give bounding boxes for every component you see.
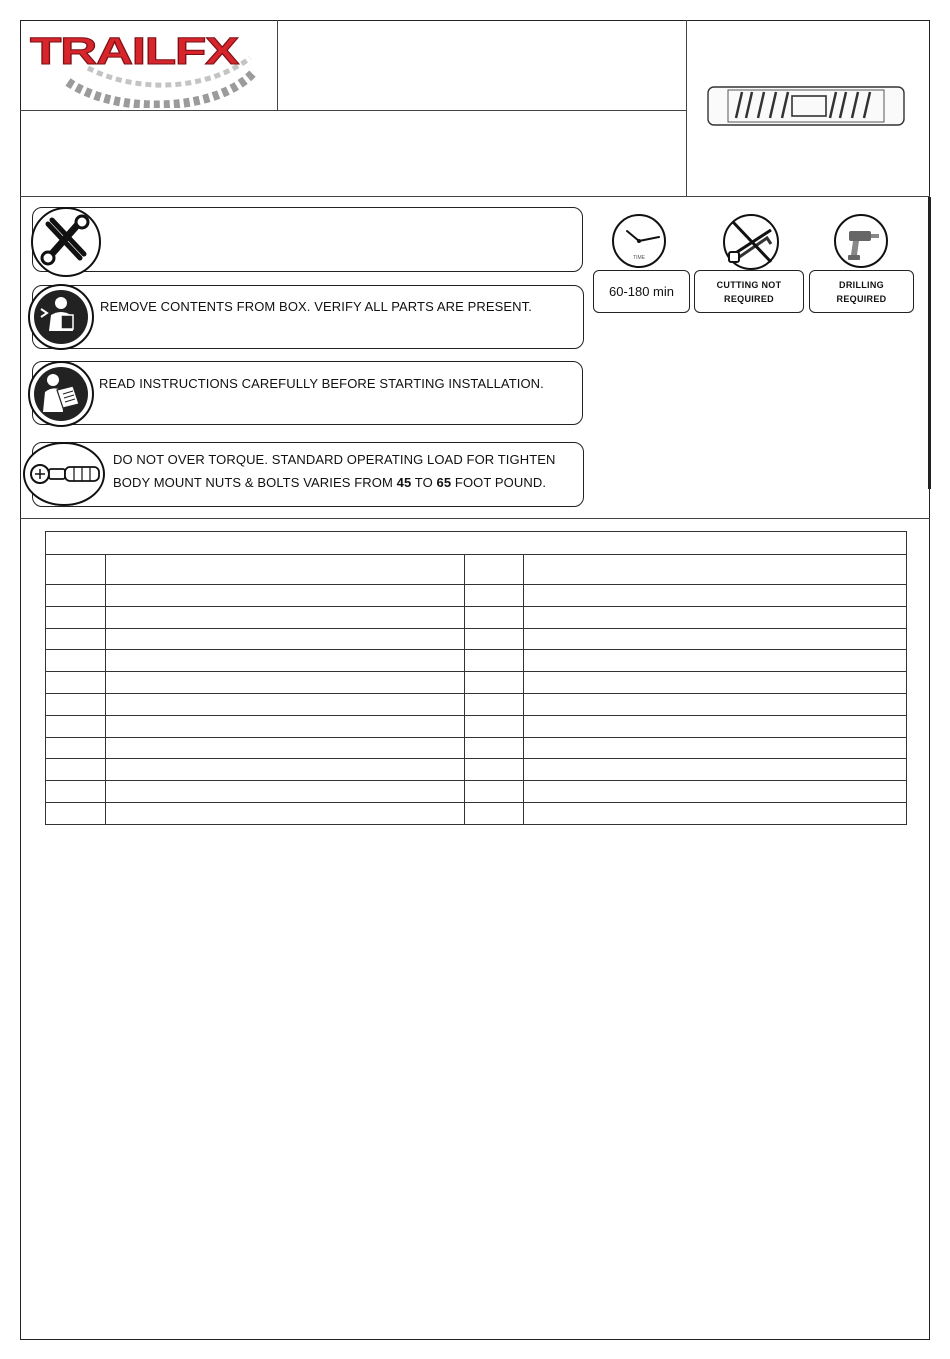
table-cell bbox=[46, 693, 106, 715]
torque-line-prefix: BODY MOUNT NUTS & BOLTS VARIES FROM bbox=[113, 475, 397, 490]
no-saw-icon bbox=[721, 212, 781, 277]
table-row bbox=[46, 672, 907, 694]
table-cell bbox=[106, 555, 465, 585]
drill-icon bbox=[833, 213, 889, 274]
reading-manual-icon bbox=[27, 360, 95, 433]
table-cell bbox=[524, 672, 907, 694]
clock-icon bbox=[611, 213, 667, 274]
tools-icon bbox=[30, 206, 102, 283]
table-cell bbox=[524, 628, 907, 650]
table-cell bbox=[465, 628, 524, 650]
torque-max-value: 65 bbox=[436, 475, 452, 490]
table-cell bbox=[465, 715, 524, 737]
running-board-product-image bbox=[706, 84, 906, 128]
table-cell bbox=[46, 781, 106, 803]
table-cell bbox=[524, 585, 907, 607]
parts-table-title-cell bbox=[46, 532, 907, 555]
notice-torque-text bbox=[113, 448, 556, 494]
notice-verify-parts-text: REMOVE CONTENTS FROM BOX. VERIFY ALL PARTS ARE PRESENT. bbox=[100, 299, 532, 314]
header-divider-4 bbox=[20, 196, 930, 197]
svg-text:TRAILFX: TRAILFX bbox=[30, 31, 241, 73]
table-cell bbox=[106, 781, 465, 803]
notice-read-instructions-text: READ INSTRUCTIONS CAREFULLY BEFORE STARTING INSTALLATION. bbox=[99, 376, 544, 391]
worker-checklist-icon bbox=[27, 283, 95, 356]
table-row bbox=[46, 715, 907, 737]
torque-line-suffix: FOOT POUND. bbox=[451, 475, 547, 490]
table-cell bbox=[465, 585, 524, 607]
install-time-badge bbox=[593, 270, 690, 313]
table-cell bbox=[46, 715, 106, 737]
table-cell bbox=[106, 802, 465, 824]
table-cell bbox=[524, 650, 907, 672]
table-cell bbox=[465, 737, 524, 759]
header-divider-2 bbox=[20, 110, 687, 111]
parts-table-header-row bbox=[46, 555, 907, 585]
cutting-badge-line-2: REQUIRED bbox=[724, 293, 774, 304]
table-cell bbox=[524, 737, 907, 759]
table-cell bbox=[46, 585, 106, 607]
table-row bbox=[46, 759, 907, 781]
table-cell bbox=[465, 759, 524, 781]
table-cell bbox=[106, 628, 465, 650]
brand-logo bbox=[28, 24, 264, 108]
table-cell bbox=[106, 606, 465, 628]
table-cell bbox=[46, 672, 106, 694]
cutting-badge bbox=[694, 270, 804, 313]
table-cell bbox=[106, 672, 465, 694]
table-cell bbox=[465, 693, 524, 715]
table-cell bbox=[524, 555, 907, 585]
notice-torque-line-2 bbox=[113, 471, 556, 494]
table-cell bbox=[106, 737, 465, 759]
table-row bbox=[46, 585, 907, 607]
parts-table-body bbox=[46, 585, 907, 825]
drilling-badge-line-1: DRILLING bbox=[839, 279, 884, 290]
table-cell bbox=[106, 715, 465, 737]
table-cell bbox=[524, 759, 907, 781]
table-cell bbox=[524, 606, 907, 628]
table-cell bbox=[46, 759, 106, 781]
notice-tools bbox=[32, 207, 583, 272]
table-cell bbox=[465, 781, 524, 803]
table-cell bbox=[524, 693, 907, 715]
table-cell bbox=[524, 781, 907, 803]
clock-face-text: TIME bbox=[633, 255, 645, 261]
table-cell bbox=[524, 802, 907, 824]
table-row bbox=[46, 628, 907, 650]
drilling-badge bbox=[809, 270, 914, 313]
table-row bbox=[46, 693, 907, 715]
table-cell bbox=[46, 555, 106, 585]
table-row bbox=[46, 781, 907, 803]
table-row bbox=[46, 606, 907, 628]
table-cell bbox=[46, 606, 106, 628]
table-cell bbox=[106, 585, 465, 607]
table-cell bbox=[46, 802, 106, 824]
install-time-label: 60-180 min bbox=[608, 284, 675, 299]
cutting-badge-line-1: CUTTING NOT bbox=[716, 279, 782, 290]
table-cell bbox=[465, 606, 524, 628]
torque-wrench-icon bbox=[22, 441, 106, 512]
table-cell bbox=[46, 628, 106, 650]
table-cell bbox=[46, 737, 106, 759]
table-row bbox=[46, 737, 907, 759]
table-cell bbox=[106, 693, 465, 715]
table-cell bbox=[465, 555, 524, 585]
drilling-badge-line-2: REQUIRED bbox=[836, 293, 887, 304]
parts-table bbox=[45, 531, 907, 825]
table-cell bbox=[106, 759, 465, 781]
table-cell bbox=[106, 650, 465, 672]
table-cell bbox=[46, 650, 106, 672]
notice-torque-line-1: DO NOT OVER TORQUE. STANDARD OPERATING LOAD FOR TIGHTEN bbox=[113, 452, 556, 467]
torque-line-mid: TO bbox=[411, 475, 437, 490]
header-divider-3 bbox=[686, 20, 687, 197]
table-cell bbox=[465, 672, 524, 694]
table-row bbox=[46, 650, 907, 672]
right-edge-shadow bbox=[928, 197, 931, 489]
table-cell bbox=[465, 650, 524, 672]
section-divider bbox=[20, 518, 930, 519]
torque-min-value: 45 bbox=[396, 475, 412, 490]
table-cell bbox=[465, 802, 524, 824]
parts-table-title-row bbox=[46, 532, 907, 555]
header-divider-1 bbox=[277, 20, 278, 110]
table-row bbox=[46, 802, 907, 824]
table-cell bbox=[524, 715, 907, 737]
